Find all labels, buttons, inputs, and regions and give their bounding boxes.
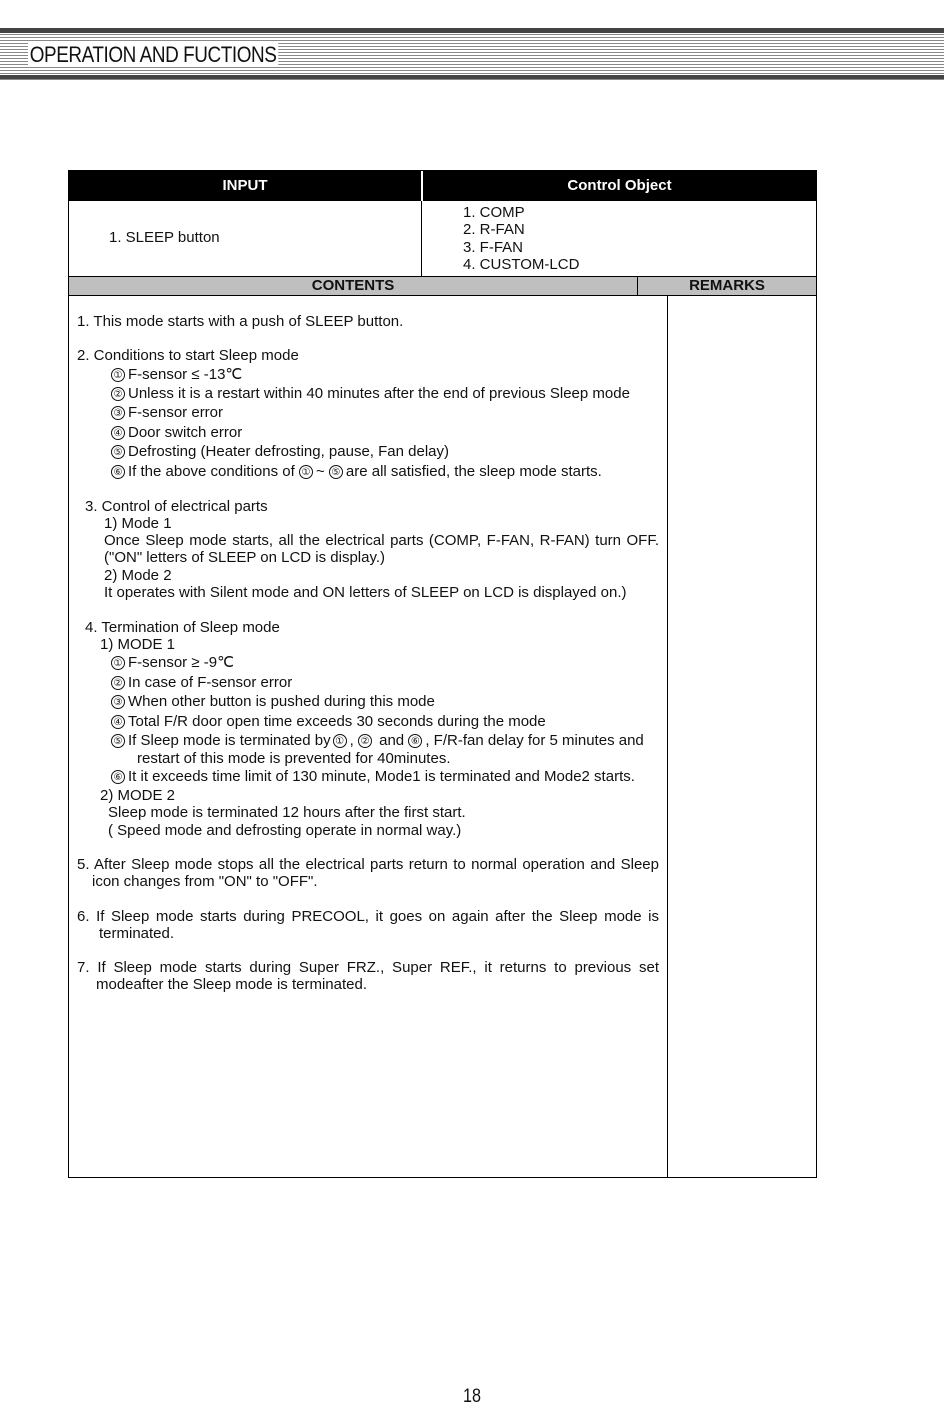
control-item: 1. COMP — [463, 204, 525, 221]
condition-6-tilde: ~ — [315, 463, 325, 480]
paragraph-7-line-2: modeafter the Sleep mode is terminated. — [96, 976, 367, 993]
condition-6-text-a: If the above conditions of — [128, 463, 295, 480]
remarks-divider — [667, 295, 668, 1178]
condition-2-text: Unless it is a restart within 40 minutes after the end of previous Sleep mode — [128, 385, 630, 402]
paragraph-2: 2. Conditions to start Sleep mode — [77, 347, 299, 364]
circled-5-icon: ⑤ — [329, 465, 343, 479]
page-number: 18 — [463, 1386, 481, 1407]
remarks-header: REMARKS — [689, 277, 765, 294]
mode-2-label: 2) Mode 2 — [104, 567, 172, 584]
control-object-header: Control Object — [567, 177, 672, 194]
circled-3-icon: ③ — [111, 406, 125, 420]
condition-3 — [111, 404, 223, 421]
condition-3-text: F-sensor error — [128, 404, 224, 421]
operation-table — [68, 170, 817, 1178]
circled-5-icon: ⑤ — [111, 734, 125, 748]
control-item: 3. F-FAN — [463, 238, 524, 256]
paragraph-4: 4. Termination of Sleep mode — [85, 619, 280, 636]
paragraph-6-line-1: 6. If Sleep mode starts during PRECOOL, it goes on again after the Sleep mode is — [77, 908, 659, 925]
contents-header-row — [69, 276, 816, 296]
condition-6 — [111, 463, 602, 480]
circled-6-icon: ⑥ — [408, 734, 422, 748]
circled-6-icon: ⑥ — [111, 770, 125, 784]
termination-4-text: Total F/R door open time exceeds 30 seconds during the mode — [128, 713, 546, 730]
circled-1-icon: ① — [111, 368, 125, 382]
circled-1-icon: ① — [299, 465, 313, 479]
header-top-bar — [0, 28, 944, 33]
condition-2 — [111, 385, 630, 402]
termination-mode-2-note: ( Speed mode and defrosting operate in normal way.) — [108, 822, 462, 839]
termination-5-text-d: , F/R-fan delay for 5 minutes and — [425, 732, 644, 749]
contents-header: CONTENTS — [311, 277, 395, 294]
control-object-list — [463, 204, 579, 273]
mode-1-note: ("ON" letters of SLEEP on LCD is display.) — [104, 549, 386, 566]
termination-5-cont: restart of this mode is prevented for 40minutes. — [137, 750, 451, 767]
termination-5-text-a: If Sleep mode is terminated by — [128, 732, 331, 749]
termination-6 — [111, 768, 635, 785]
control-item: 4. CUSTOM-LCD — [463, 255, 580, 273]
termination-5-and: and — [379, 732, 405, 749]
paragraph-3: 3. Control of electrical parts — [85, 498, 268, 515]
termination-1 — [111, 654, 234, 671]
header-bottom-bar — [0, 75, 944, 79]
mode-1-label: 1) Mode 1 — [104, 515, 172, 532]
input-header: INPUT — [222, 177, 268, 194]
circled-3-icon: ③ — [111, 695, 125, 709]
paragraph-5-line-1: 5. After Sleep mode stops all the electrical parts return to normal operation and Sleep — [77, 856, 659, 873]
circled-6-icon: ⑥ — [111, 465, 125, 479]
paragraph-5-line-2: icon changes from "ON" to "OFF". — [92, 873, 318, 890]
termination-6-text: It it exceeds time limit of 130 minute, Mode1 is terminated and Mode2 starts. — [128, 768, 635, 785]
circled-1-icon: ① — [333, 734, 347, 748]
table-header-row — [69, 171, 816, 201]
input-divider — [421, 201, 422, 276]
termination-2 — [111, 674, 292, 691]
termination-2-text: In case of F-sensor error — [128, 674, 293, 691]
termination-4 — [111, 713, 546, 730]
mode-1-text: Once Sleep mode starts, all the electrical parts (COMP, F-FAN, R-FAN) turn OFF. — [104, 532, 659, 549]
termination-mode-1-label: 1) MODE 1 — [100, 636, 176, 653]
mode-2-text: It operates with Silent mode and ON letters of SLEEP on LCD is displayed on.) — [104, 584, 627, 601]
termination-5-comma: , — [349, 732, 354, 749]
circled-1-icon: ① — [111, 656, 125, 670]
input-item: 1. SLEEP button — [109, 229, 220, 246]
control-item: 2. R-FAN — [463, 221, 525, 239]
condition-5-text: Defrosting (Heater defrosting, pause, Fan delay) — [128, 443, 449, 460]
circled-5-icon: ⑤ — [111, 445, 125, 459]
paragraph-1: 1. This mode starts with a push of SLEEP button. — [77, 313, 404, 330]
condition-6-text-c: are all satisfied, the sleep mode starts. — [345, 463, 602, 480]
termination-1-text: F-sensor ≥ -9℃ — [128, 654, 234, 671]
page-title: OPERATION AND FUCTIONS — [29, 42, 277, 67]
termination-3 — [111, 693, 435, 710]
circled-4-icon: ④ — [111, 426, 125, 440]
condition-1 — [111, 366, 242, 383]
termination-mode-2-label: 2) MODE 2 — [100, 787, 176, 804]
circled-2-icon: ② — [111, 387, 125, 401]
condition-1-text: F-sensor ≤ -13℃ — [128, 366, 243, 383]
page-header — [0, 28, 944, 80]
paragraph-6-line-2: terminated. — [99, 925, 175, 942]
circled-2-icon: ② — [358, 734, 372, 748]
termination-5 — [111, 732, 644, 749]
circled-2-icon: ② — [111, 676, 125, 690]
termination-3-text: When other button is pushed during this mode — [128, 693, 435, 710]
paragraph-7-line-1: 7. If Sleep mode starts during Super FRZ., Super REF., it returns to previous set — [77, 959, 659, 976]
condition-4 — [111, 424, 242, 441]
condition-5 — [111, 443, 449, 460]
termination-mode-2-text: Sleep mode is terminated 12 hours after the first start. — [108, 804, 466, 821]
circled-4-icon: ④ — [111, 715, 125, 729]
condition-4-text: Door switch error — [128, 424, 243, 441]
